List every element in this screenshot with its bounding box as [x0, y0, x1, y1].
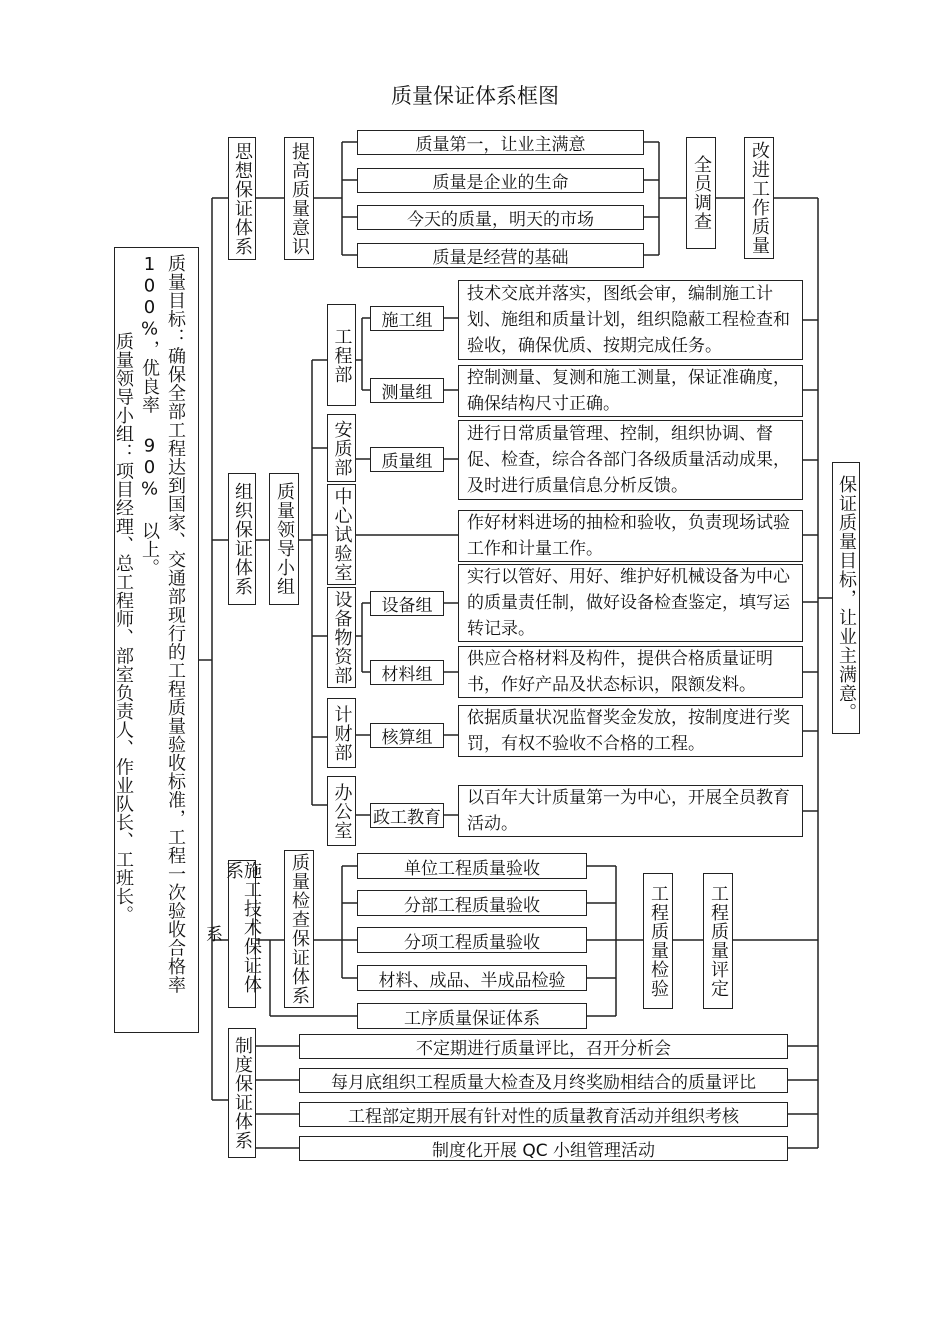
- all-staff-survey: 全员调查: [686, 137, 716, 249]
- duty-political-education: 以百年大计质量第一为中心，开展全员教育活动。: [458, 785, 803, 837]
- improve-work-quality: 改进工作质量: [744, 137, 774, 259]
- quality-goal-target: 保证质量目标，让业主满意。: [832, 462, 860, 734]
- thinking-assurance-system: 思想保证体系: [228, 137, 256, 260]
- duty-quality: 进行日常质量管理、控制，组织协调、督促、检查，综合各部门各级质量活动成果，及时进行质量信息分析反馈。: [458, 420, 803, 500]
- office: 办公室: [327, 776, 356, 846]
- finance-department: 计财部: [327, 698, 356, 768]
- awareness-item: 质量是经营的基础: [357, 243, 644, 268]
- duty-materials: 供应合格材料及构件，提供合格质量证明书，作好产品及状态标识，限额发料。: [458, 646, 803, 698]
- engineering-quality-evaluation: 工程质量评定: [703, 873, 733, 1009]
- duty-equipment: 实行以管好、用好、维护好机械设备为中心的质量责任制，做好设备检查鉴定，填写运转记录。: [458, 564, 803, 642]
- inspection-item: 分项工程质量验收: [357, 927, 587, 953]
- awareness-item: 质量第一，让业主满意: [357, 130, 644, 155]
- duty-accounting: 依据质量状况监督奖金发放，按制度进行奖罚，有权不验收不合格的工程。: [458, 705, 803, 757]
- awareness-item: 质量是企业的生命: [357, 168, 644, 193]
- quality-goal-text: 质量目标：确保全部工程达到国家、交通部现行的工程质量验收标准，工程一次验收合格率: [165, 254, 186, 994]
- duty-survey: 控制测量、复测和施工测量，保证准确度，确保结构尺寸正确。: [458, 365, 803, 417]
- inspection-item: 单位工程质量验收: [357, 853, 587, 879]
- construction-technique-assurance-system: 施工技术保证体系: [228, 860, 256, 1008]
- quality-goal-box: [114, 247, 199, 1033]
- raise-quality-awareness: 提高质量意识: [284, 137, 314, 260]
- rule-item: 制度化开展 QC 小组管理活动: [299, 1136, 788, 1161]
- page-title: 质量保证体系框图: [391, 84, 559, 108]
- quality-inspection-assurance-system: 质量检查保证体系: [284, 850, 314, 1008]
- stray-character: 系: [206, 925, 223, 945]
- group-construction: 施工组: [370, 306, 444, 331]
- duty-laboratory: 作好材料进场的抽检和验收，负责现场试验工作和计量工作。: [458, 510, 803, 562]
- rule-item: 不定期进行质量评比，召开分析会: [299, 1034, 788, 1059]
- safety-quality-department: 安质部: [327, 414, 356, 482]
- group-political-education: 政工教育: [370, 803, 444, 828]
- engineering-quality-inspection: 工程质量检验: [643, 873, 673, 1009]
- group-accounting: 核算组: [370, 723, 444, 748]
- rules-assurance-system: 制度保证体系: [228, 1028, 256, 1158]
- awareness-item: 今天的质量，明天的市场: [357, 205, 644, 230]
- group-quality: 质量组: [370, 447, 444, 472]
- organization-assurance-system: 组织保证体系: [228, 473, 256, 605]
- engineering-department: 工程部: [327, 304, 356, 406]
- rule-item: 每月底组织工程质量大检查及月终奖励相结合的质量评比: [299, 1068, 788, 1093]
- group-equipment: 设备组: [370, 591, 444, 616]
- leadership-members-text: 质量领导小组：项目经理、总工程师、部室负责人、作业队长、工班长。: [113, 332, 134, 924]
- quality-goal-rate-text: 100%，优良率 90% 以上。: [139, 254, 160, 577]
- group-materials: 材料组: [370, 660, 444, 685]
- inspection-item: 工序质量保证体系: [357, 1003, 587, 1029]
- central-laboratory: 中心试验室: [327, 484, 356, 585]
- equipment-materials-department: 设备物资部: [327, 587, 356, 688]
- inspection-item: 材料、成品、半成品检验: [357, 965, 587, 991]
- rule-item: 工程部定期开展有针对性的质量教育活动并组织考核: [299, 1102, 788, 1127]
- quality-leadership-group: 质量领导小组: [269, 473, 299, 605]
- duty-construction: 技术交底并落实，图纸会审，编制施工计划、施组和质量计划，组织隐蔽工程检查和验收，确保优质、按期完成任务。: [458, 280, 803, 360]
- group-survey: 测量组: [370, 378, 444, 403]
- inspection-item: 分部工程质量验收: [357, 890, 587, 916]
